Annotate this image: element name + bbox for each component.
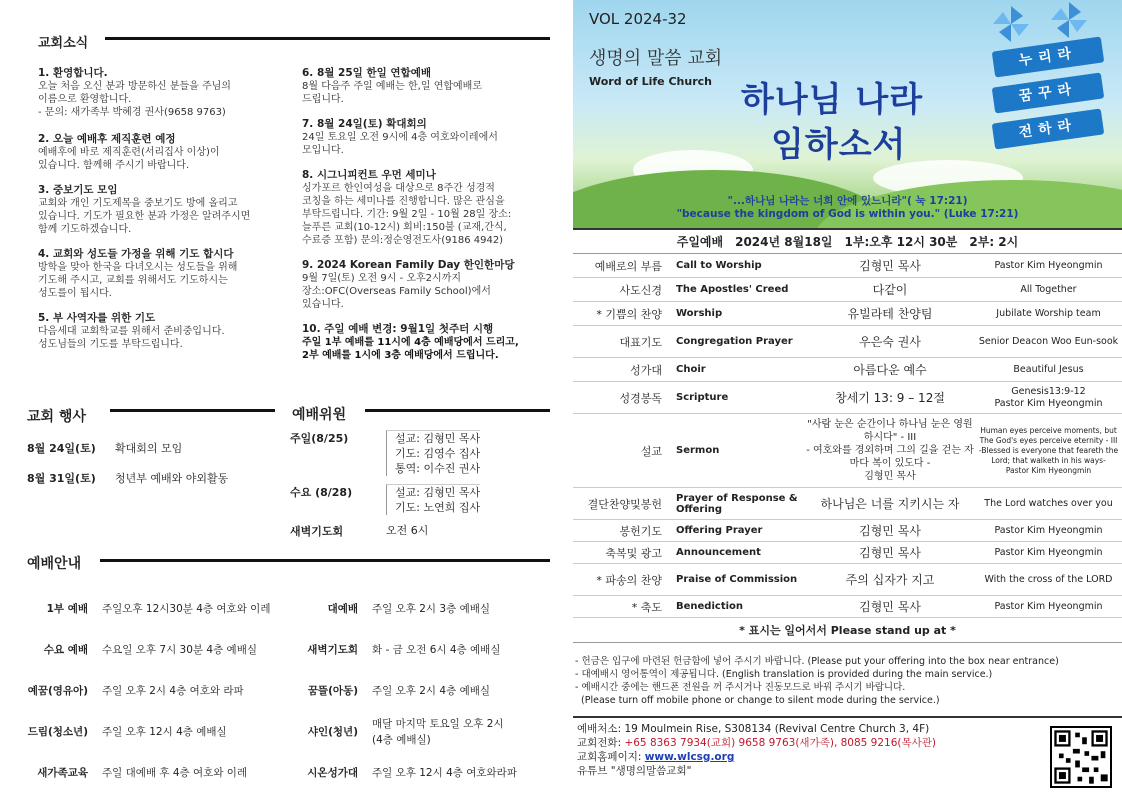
service-guide-label: 꿈뜰(아동) [307,685,358,697]
service-guide-row [20,588,550,629]
news-body-line: 싱가포르 한인여성을 대상으로 8주간 성경적 [302,183,495,194]
theme-verse-ko: "...하나님 나라는 너희 안에 있느니라"( 눅 17:21) [727,195,968,207]
website-line [577,750,1118,764]
order-item-ko: * 파송의 찬양 [596,573,662,587]
order-leader-en: Jubilate Worship team [996,307,1101,319]
note-line: - 대예배시 영어통역이 제공됩니다. (English translation is provided during the main service.) [575,669,993,680]
order-row [573,358,1122,382]
pinwheel-icon [993,6,1029,42]
banner-image [573,0,1122,228]
news-body-line: 수료증 포함) 문의:정순영전도사(9186 4942) [302,235,504,246]
service-time-1: 1부:오후 12시 30분 [844,235,958,249]
service-guide-value: 주일 오후 2시 4층 예배실 [372,684,490,697]
right-panel [573,0,1122,793]
order-leader: 김형민 목사 [859,546,921,560]
news-item [38,133,288,172]
order-row [573,520,1122,542]
service-guide-label: 시온성가대 [307,767,358,779]
news-left-column [38,67,288,363]
news-title: 9. 2024 Korean Family Day 한인한마당 [302,259,515,271]
order-leader-en: Genesis13:9-12 Pastor Kim Hyeongmin [994,385,1103,409]
theme-title-line1: 하나님 나라 [741,80,924,120]
news-body-line: 9월 7일(토) 오전 9시 - 오후2시까지 [302,273,462,284]
news-title: 5. 부 사역자를 위한 기도 [38,312,156,324]
order-leader: 주의 십자가 지고 [845,573,935,587]
news-item [302,118,552,157]
news-body-line: 기도해 주시고, 교회를 위해서도 기도하시는 [38,275,228,286]
news-title: 6. 8월 25일 한일 연합예배 [302,67,431,79]
order-item-en: Congregation Prayer [676,336,793,347]
order-item-ko: 결단찬양및봉헌 [587,497,662,511]
order-leader-en: The Lord watches over you [984,497,1113,509]
service-guide-row [20,629,550,670]
news-body-line: 예배후에 바로 제직훈련(서리집사 이상)이 [38,147,220,158]
order-leader-en: Pastor Kim Hyeongmin [994,546,1103,558]
order-row [573,414,1122,488]
news-body-line: 장소:OFC(Overseas Family School)에서 [302,286,491,297]
news-item [38,67,288,119]
order-rows [573,254,1122,618]
order-item-en: Offering Prayer [676,525,763,536]
service-guide-value: 주일오후 12시30분 4층 여호와 이레 [102,603,271,615]
note-line: - 헌금은 입구에 마련된 헌금함에 넣어 주시기 바랍니다. (Please put your offering into the box near entrance) [575,656,1059,667]
news-body-line: 부탁드립니다. 기간: 9월 2일 - 10월 28일 장소: [302,209,512,220]
order-leader-en: Pastor Kim Hyeongmin [994,600,1103,612]
duty-values [386,484,480,515]
order-leader-en: Pastor Kim Hyeongmin [994,524,1103,536]
order-row [573,564,1122,596]
event-date: 8월 31일(토) [27,472,96,485]
news-body-line: 드립니다. [302,94,344,105]
divider [365,409,550,412]
order-leader-en: With the cross of the LORD [984,573,1113,585]
service-guide-label: 새벽기도회 [307,644,358,656]
news-item [302,67,552,106]
address: 예배처소: 19 Moulmein Rise, S308134 (Revival Centre Church 3, 4F) [577,723,930,735]
notes [575,655,1120,707]
duty-list [290,430,540,547]
service-guide-label: 수요 예배 [43,644,88,656]
order-item-ko: 성경봉독 [619,391,662,405]
order-row [573,542,1122,564]
news-body-line: 24일 토요일 오전 9시에 4층 여호와이레에서 [302,132,498,143]
news-title: 2. 오늘 예배후 제직훈련 예정 [38,133,176,145]
church-name-en: Word of Life Church [589,75,712,88]
news-body-line: 있습니다. [302,299,344,310]
news-body-line: 2부 예배를 1시에 3층 예배당에서 드립니다. [302,350,499,361]
service-guide [20,588,550,793]
order-row [573,488,1122,520]
news-title: 3. 중보기도 모임 [38,184,118,196]
website-link[interactable]: www.wlcsg.org [644,751,735,763]
order-leader: 다같이 [872,283,908,297]
theme-tag: 꿈꾸라 [992,72,1105,113]
news-title: 8. 시그니피컨트 우먼 세미나 [302,169,436,181]
service-guide-value: 주일 대예배 후 4층 여호와 이레 [102,767,248,779]
website-label: 교회홈페이지: [577,751,645,763]
order-item-ko: 사도신경 [619,283,662,297]
news-body-line: 다음세대 교회학교를 위해서 준비중입니다. [38,326,225,337]
event-row [27,440,277,456]
duty-value-line: 기도: 노연희 집사 [395,501,481,514]
note-line: - 예배시간 중에는 핸드폰 전원을 꺼 주시거나 진동모드로 바꿔 주시기 바랍니다. [575,682,906,693]
order-item-en: Announcement [676,547,761,558]
order-leader: 김형민 목사 [859,600,921,614]
service-guide-row [20,711,550,752]
divider [100,559,550,562]
order-item-ko: 설교 [640,444,662,458]
service-guide-value: 주일 오후 2시 3층 예배실 [372,602,490,615]
duty-values [386,430,480,476]
news-item [302,259,552,311]
order-leader: 하나님은 너를 지키시는 자 [820,497,960,511]
service-guide-row [20,670,550,711]
service-guide-value: 주일 오후 12시 4층 예배실 [102,726,227,738]
news-title: 1. 환영합니다. [38,67,108,79]
news-item [302,169,552,247]
order-of-service [573,228,1122,643]
duty-label: 주일(8/25) [290,432,349,445]
phone-numbers[interactable]: +65 8363 7934(교회) 9658 9763(새가족), 8085 9216(목사관) [624,737,937,749]
duty-value-line: 기도: 김영수 집사 [395,447,481,460]
news-body-line: 8월 다음주 주일 예배는 한,일 연합예배로 [302,81,482,92]
church-name-ko: 생명의 말씀 교회 [589,48,723,69]
order-leader-en: Pastor Kim Hyeongmin [994,259,1103,271]
duty-value-line: 설교: 김형민 목사 [395,486,481,499]
duty-value-line: 통역: 이수진 권사 [395,462,481,475]
news-body-line: 주일 1부 예배를 11시에 4층 예배당에서 드리고, [302,337,519,348]
order-item-en: Worship [676,308,723,319]
order-item-ko: 예배로의 부름 [594,259,662,273]
order-leader: 우은숙 권사 [859,335,921,349]
service-guide-label: 예꿈(영유아) [27,685,88,697]
duty-label: 새벽기도회 [290,525,344,538]
news-title: 4. 교회와 성도들 가정을 위해 기도 합시다 [38,248,234,260]
news-body-line: - 문의: 새가족부 박혜경 권사(9658 9763) [38,107,226,118]
order-row [573,326,1122,358]
order-leader-en: Human eyes perceive moments, but The God's eyes perceive eternity - III -Blessed is everyone that feareth the Lord; that walketh in his ways- Pastor Kim Hyeongmin [978,425,1119,475]
service-header [573,228,1122,254]
service-guide-value: 매달 마지막 토요일 오후 2시 (4층 예배실) [372,717,504,746]
order-item-ko: 축복및 광고 [605,546,662,560]
order-item-en: Call to Worship [676,260,762,271]
duty-label: 수요 (8/28) [290,486,353,499]
service-guide-label: 샤인(청년) [307,726,358,738]
news-body-line: 성도님들의 기도를 부탁드립니다. [38,339,183,350]
stand-note: * 표시는 일어서서 Please stand up at * [573,618,1122,643]
order-item-ko: * 축도 [631,600,662,614]
news-title: 7. 8월 24일(토) 확대회의 [302,118,427,130]
duty-value-line: 설교: 김형민 목사 [395,432,481,445]
pinwheel-icon [1051,2,1087,38]
duty-row [290,430,540,476]
service-guide-label: 드림(청소년) [27,726,88,738]
news-body-line: 있습니다. 함께해 주시기 바랍니다. [38,160,190,171]
contact-info [573,716,1122,793]
news-title: 10. 주일 예배 변경: 9월1일 첫주터 시행 [302,323,494,335]
order-item-ko: 봉헌기도 [619,524,662,538]
volume-number: VOL 2024-32 [589,10,687,28]
youtube-line: 유튜브 "생명의말씀교회" [577,765,692,777]
order-row [573,382,1122,414]
duty-heading: 예배위원 [292,407,347,423]
news-item [38,248,288,300]
qr-code-icon[interactable] [1050,726,1112,788]
order-row [573,596,1122,618]
order-item-en: Prayer of Response & Offering [676,492,798,515]
order-item-en: Scripture [676,392,729,403]
order-row [573,254,1122,278]
divider [105,37,550,40]
news-body-line: 코칭을 하는 세미나를 진행합니다. 많은 관심을 [302,196,505,207]
order-leader: 유빌라테 찬양팀 [847,307,933,321]
duty-row [290,484,540,515]
theme-tag: 전하라 [992,108,1105,149]
note-line: (Please turn off mobile phone or change to silent mode during the service.) [575,695,940,706]
service-guide-value: 수요일 오후 7시 30분 4층 예배실 [102,644,257,656]
order-leader-en: Beautiful Jesus [1013,363,1084,375]
divider [110,409,275,412]
order-leader: "사람 눈은 순간이나 하나님 눈은 영원하시다" - III - 여호와를 경외하며 그의 길을 걷는 자마다 복이 있도다 - 김형민 목사 [806,419,974,482]
order-item-ko: * 기쁨의 찬양 [596,307,662,321]
order-leader: 아름다운 예수 [853,363,927,377]
order-item-en: Sermon [676,445,720,456]
theme-title-line2: 임하소서 [771,125,907,165]
order-item-ko: 대표기도 [619,335,662,349]
news-body-line: 교회와 개인 기도제목을 중보기도 방에 올리고 [38,198,238,209]
event-desc: 확대회의 모임 [115,442,183,455]
duty-value-line: 오전 6시 [386,524,429,537]
events-heading: 교회 행사 [27,409,86,425]
news-body-line: 이름으로 환영합니다. [38,94,132,105]
news-body-line: 함께 기도하겠습니다. [38,224,132,235]
service-guide-value: 주일 오후 12시 4층 여호와라파 [372,766,517,779]
order-leader: 김형민 목사 [859,259,921,273]
order-leader-en: All Together [1020,283,1077,295]
order-item-ko: 성가대 [630,363,662,377]
order-item-en: Benediction [676,601,744,612]
news-item [38,184,288,236]
news-item [38,312,288,351]
service-guide-row [20,752,550,793]
duty-row [290,523,540,539]
service-guide-label: 대예배 [327,603,358,615]
news-body-line: 성도를이 됩시다. [38,288,112,299]
event-date: 8월 24일(토) [27,442,96,455]
service-date: 2024년 8월18일 [735,235,833,249]
order-item-en: Choir [676,364,706,375]
service-guide-value: 화 - 금 오전 6시 4층 예배실 [372,643,501,656]
service-name: 주일예배 [676,235,724,249]
order-item-en: Praise of Commission [676,574,798,585]
news-body-line: 오늘 처음 오신 분과 방문하신 분들을 주님의 [38,81,231,92]
service-guide-label: 새가족교육 [37,767,88,779]
news-item [302,323,552,362]
service-time-2: 2부: 2시 [969,235,1019,249]
news-body-line: 늘푸른 교회(10-12시) 회비:150불 (교재,간식, [302,222,507,233]
news-body-line: 모입니다. [302,145,344,156]
order-row [573,302,1122,326]
theme-verse-en: "because the kingdom of God is within you." (Luke 17:21) [676,208,1019,220]
event-desc: 청년부 예배와 야외활동 [115,472,229,485]
news-body-line: 있습니다. 기도가 필요한 분과 가정은 알려주시면 [38,211,251,222]
events-list [27,440,277,500]
order-leader: 창세기 13: 9 – 12절 [835,391,945,405]
service-guide-value: 주일 오후 2시 4층 여호와 라파 [102,685,244,697]
news-body-line: 방학을 맞아 한국을 다녀오시는 성도들을 위해 [38,262,238,273]
guide-heading: 예배안내 [27,556,82,572]
order-leader: 김형민 목사 [859,524,921,538]
duty-values [386,523,428,539]
service-guide-label: 1부 예배 [46,603,88,615]
phone-line [577,736,1118,750]
phone-label: 교회전화: [577,737,625,749]
order-row [573,278,1122,302]
theme-tag: 누리라 [992,36,1105,77]
event-row [27,470,277,486]
order-leader-en: Senior Deacon Woo Eun-sook [978,335,1119,347]
news-right-column [302,67,552,374]
news-heading: 교회소식 [38,36,89,51]
order-item-en: The Apostles' Creed [676,284,789,295]
